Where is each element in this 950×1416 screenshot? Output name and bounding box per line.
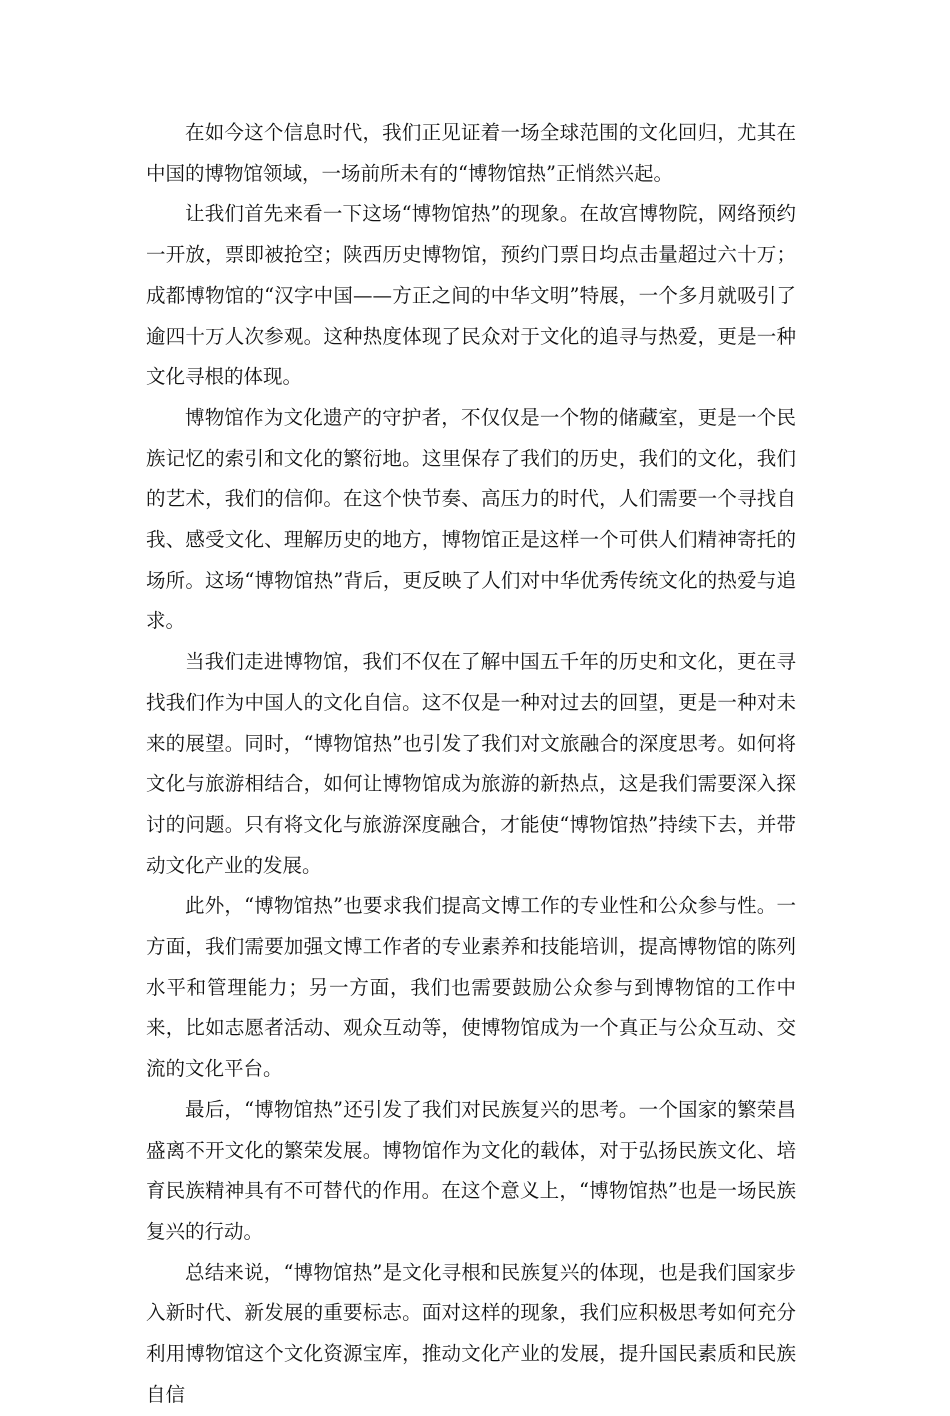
paragraph-intro: 在如今这个信息时代，我们正见证着一场全球范围的文化回归，尤其在中国的博物馆领域，一场前所未有的“博物馆热”正悄然兴起。 (146, 121, 796, 185)
paragraph-revival: 最后，“博物馆热”还引发了我们对民族复兴的思考。一个国家的繁荣昌盛离不开文化的繁荣发展。博物馆作为文化的载体，对于弘扬民族文化、培育民族精神具有不可替代的作用。在这个意义上，“博物馆热”也是一场民族复兴的行动。 (146, 1097, 796, 1243)
document-page (146, 113, 796, 1416)
paragraph-conclusion: 总结来说，“博物馆热”是文化寻根和民族复兴的体现，也是我们国家步入新时代、新发展的重要标志。面对这样的现象，我们应积极思考如何充分利用博物馆这个文化资源宝库，推动文化产业的发展，提升国民素质和民族自信 (146, 1260, 796, 1406)
paragraph-phenomenon: 让我们首先来看一下这场“博物馆热”的现象。在故宫博物院，网络预约一开放，票即被抢空；陕西历史博物馆，预约门票日均点击量超过六十万；成都博物馆的“汉字中国——方正之间的中华文明”特展，一个多月就吸引了逾四十万人次参观。这种热度体现了民众对于文化的追寻与热爱，更是一种文化寻根的体现。 (146, 202, 796, 389)
paragraph-confidence: 当我们走进博物馆，我们不仅在了解中国五千年的历史和文化，更在寻找我们作为中国人的文化自信。这不仅是一种对过去的回望，更是一种对未来的展望。同时，“博物馆热”也引发了我们对文旅融合的深度思考。如何将文化与旅游相结合，如何让博物馆成为旅游的新热点，这是我们需要深入探讨的问题。只有将文化与旅游深度融合，才能使“博物馆热”持续下去，并带动文化产业的发展。 (146, 650, 796, 877)
paragraph-guardian: 博物馆作为文化遗产的守护者，不仅仅是一个物的储藏室，更是一个民族记忆的索引和文化的繁衍地。这里保存了我们的历史，我们的文化，我们的艺术，我们的信仰。在这个快节奏、高压力的时代，人们需要一个寻找自我、感受文化、理解历史的地方，博物馆正是这样一个可供人们精神寄托的场所。这场“博物馆热”背后，更反映了人们对中华优秀传统文化的热爱与追求。 (146, 405, 796, 633)
paragraph-professionalism: 此外，“博物馆热”也要求我们提高文博工作的专业性和公众参与性。一方面，我们需要加强文博工作者的专业素养和技能培训，提高博物馆的陈列水平和管理能力；另一方面，我们也需要鼓励公众参与到博物馆的工作中来，比如志愿者活动、观众互动等，使博物馆成为一个真正与公众互动、交流的文化平台。 (146, 894, 796, 1081)
